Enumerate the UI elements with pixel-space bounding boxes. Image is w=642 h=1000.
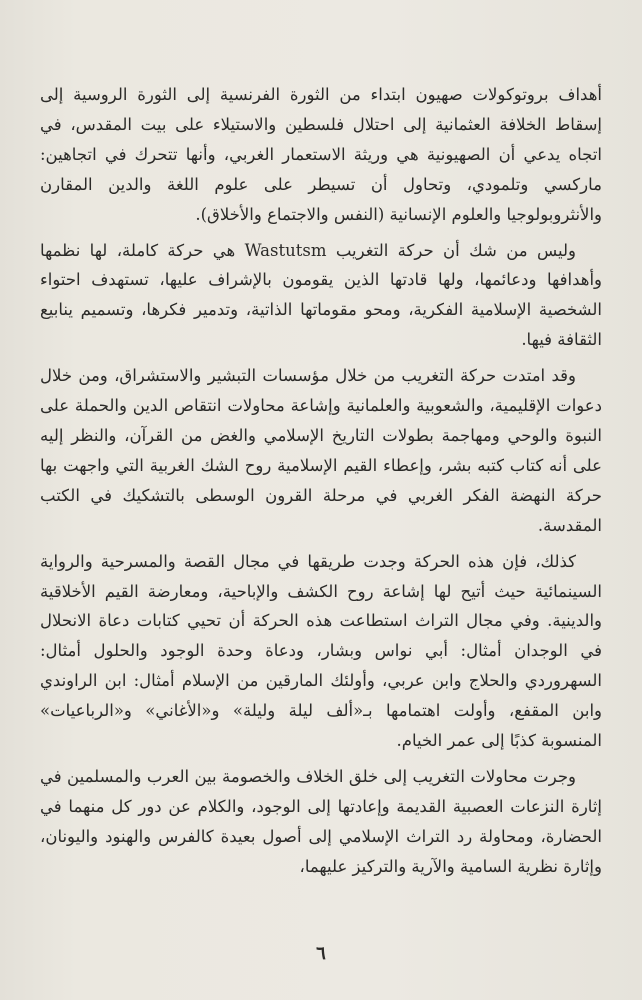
paragraph-2: وليس من شك أن حركة التغريب Wastutsm هي حركة كاملة، لها نظمها وأهدافها ودعائمها، ولها قادتها الذين يقومون بالإشراف عليها، تستهدف احتواء الشخصية الإسلامية الفكرية، ومحو مقوماتها الذاتية، وتدمير فكرها، وتسميم ينابيع الثقافة فيها.	[40, 240, 602, 350]
paragraph-4: كذلك، فإن هذه الحركة وجدت طريقها في مجال القصة والمسرحية والرواية السينمائية حيث أتيح لها إشاعة روح الكشف والإباحية، ومعارضة القيم الأخلاقية والدينية. وفي مجال التراث استطاعت هذه الحركة أن تحيي كتابات دعاة الانحلال في الوجدان أمثال: أبي نواس وبشار، ودعاة وحدة الوجود والحلول أمثال: السهروردي والحلاج وابن عربي، وأولئك المارقين من الإسلام أمثال: ابن الراوندي وابن المقفع، وأولت اهتمامها بـ«ألف ليلة وليلة» و«الأغاني» و«الرباعيات» المنسوبة كذبًا إلى عمر الخيام.	[40, 551, 602, 751]
body-text	[40, 80, 602, 888]
paragraph-5: وجرت محاولات التغريب إلى خلق الخلاف والخصومة بين العرب والمسلمين في إثارة النزعات العصبية القديمة وإعادتها إلى الوجود، والكلام عن دور كل منهما في الحضارة، ومحاولة رد التراث الإسلامي إلى أصول بعيدة كالفرس والهنود واليونان، وإثارة نظرية السامية والآرية والتركيز عليهما،	[40, 766, 602, 876]
paragraph-1: أهداف بروتوكولات صهيون ابتداء من الثورة الفرنسية إلى الثورة الروسية إلى إسقاط الخلافة العثمانية إلى احتلال فلسطين والاستيلاء على بيت المقدس، في اتجاه يدعي أن الصهيونية هي وريثة الاستعمار الغربي، وأنها تتحرك في اتجاهين: ماركسي وتلمودي، وتحاول أن تسيطر على علوم اللغة والدين المقارن والأنثروبولوجيا والعلوم الإنسانية (النفس والاجتماع والأخلاق).	[40, 85, 602, 224]
page-number: ٦	[316, 943, 326, 964]
paragraph-3: وقد امتدت حركة التغريب من خلال مؤسسات التبشير والاستشراق، ومن خلال دعوات الإقليمية، والشعوبية والعلمانية وإشاعة محاولات انتقاص الدين والحملة على النبوة والوحي ومهاجمة بطولات التاريخ الإسلامي والغض من القرآن، والنظر إليه على أنه كتاب كتبه بشر، وإعطاء القيم الإسلامية روح الشك الغربية التي واجهت بها حركة النهضة الفكر الغربي في مرحلة القرون الوسطى بالتشكيك في الكتب المقدسة.	[40, 366, 602, 535]
